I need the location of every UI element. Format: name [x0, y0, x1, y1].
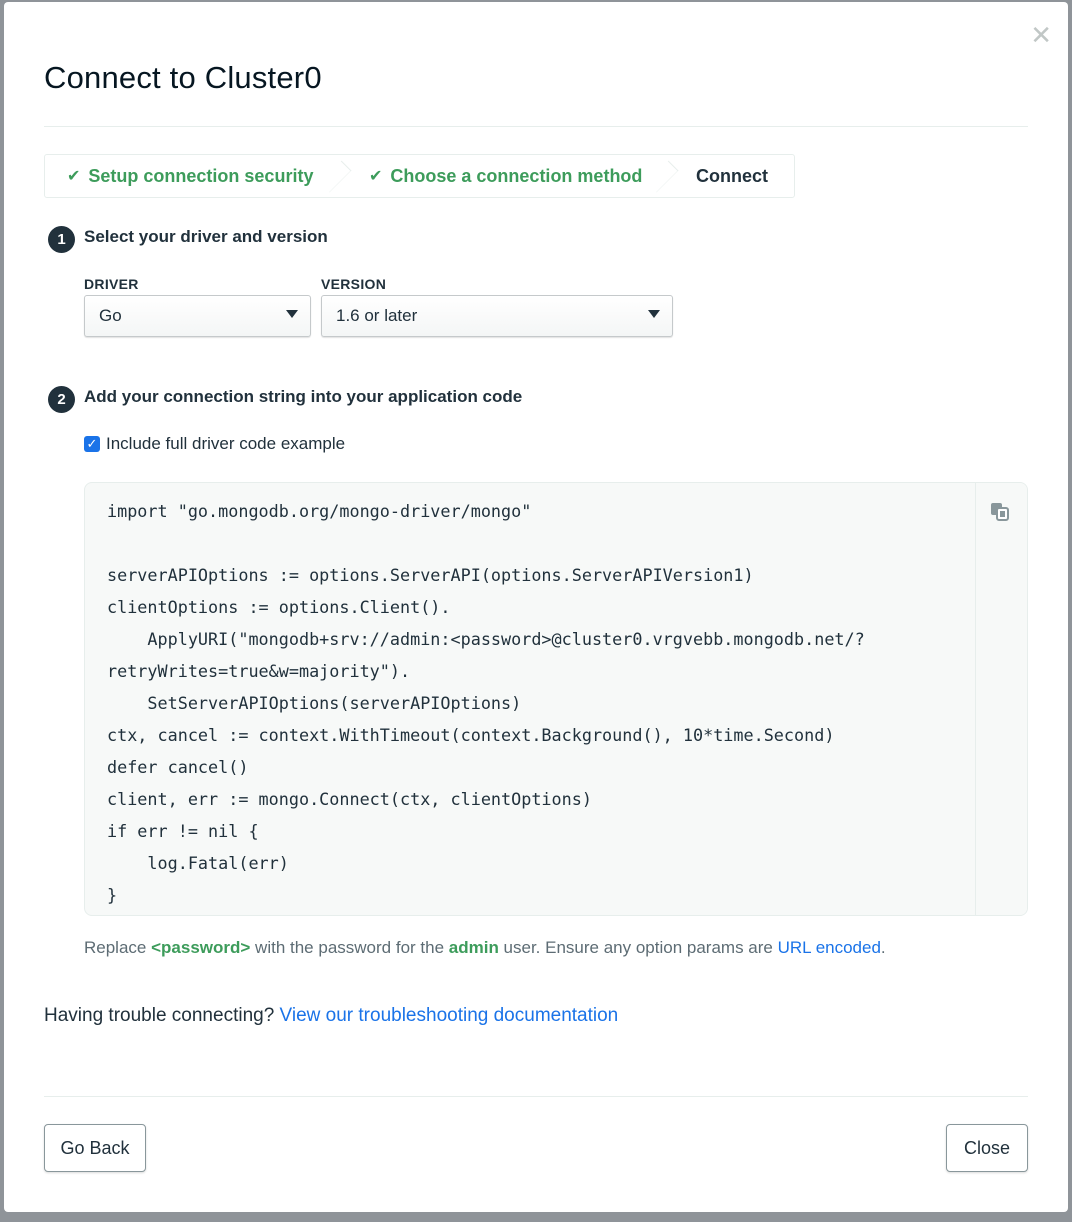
- dialog-title: Connect to Cluster0: [44, 60, 322, 95]
- wizard-step-label: Choose a connection method: [390, 165, 643, 186]
- divider: [44, 1096, 1028, 1097]
- divider: [44, 126, 1028, 127]
- code-toolbar: [975, 483, 1027, 915]
- section-title-driver: Select your driver and version: [84, 227, 328, 246]
- close-button[interactable]: Close: [946, 1124, 1028, 1172]
- version-label: VERSION: [321, 276, 387, 292]
- step-number-badge: 1: [48, 226, 75, 253]
- version-value: 1.6 or later: [336, 306, 418, 325]
- troubleshooting-row: [44, 1005, 618, 1027]
- check-icon: ✔: [67, 168, 81, 185]
- hint-text: with the password for the: [250, 938, 449, 957]
- code-block: [84, 482, 1028, 916]
- password-placeholder: <password>: [151, 938, 251, 957]
- wizard-step-method[interactable]: [343, 155, 670, 197]
- go-back-button[interactable]: Go Back: [44, 1124, 146, 1172]
- driver-value: Go: [99, 306, 122, 325]
- driver-label: DRIVER: [84, 276, 139, 292]
- hint-text: user. Ensure any option params are: [498, 938, 778, 957]
- wizard-steps: [44, 154, 795, 198]
- copy-icon[interactable]: [989, 501, 1011, 523]
- include-code-checkbox-row[interactable]: [84, 434, 345, 454]
- connect-dialog: [4, 2, 1068, 1212]
- section-title-connection-string: Add your connection string into your application code: [84, 387, 523, 406]
- close-icon[interactable]: ✕: [1030, 20, 1052, 50]
- trouble-text: Having trouble connecting?: [44, 1005, 280, 1026]
- username: admin: [448, 938, 499, 957]
- troubleshooting-link[interactable]: View our troubleshooting documentation: [279, 1005, 619, 1026]
- wizard-step-security[interactable]: [45, 155, 343, 197]
- password-hint: [84, 938, 886, 958]
- checkbox-label: Include full driver code example: [106, 434, 346, 453]
- hint-text: .: [880, 938, 886, 957]
- url-encoded-link[interactable]: URL encoded: [777, 938, 881, 957]
- include-code-checkbox[interactable]: ✓: [84, 436, 100, 452]
- driver-select[interactable]: [84, 295, 311, 337]
- version-select[interactable]: [321, 295, 673, 337]
- step-number-badge: 2: [48, 386, 75, 413]
- check-icon: ✔: [369, 168, 383, 185]
- code-text: import "go.mongodb.org/mongo-driver/mongo" serverAPIOptions := options.ServerAPI(options.ServerAPIVersion1) clientOptions := options.Client(). ApplyURI("mongodb+srv://admin:<password>@cluster0.vrgvebb.mongodb.net/? retryWrites=true&w=majority"). SetServerAPIOptions(serverAPIOptions) ctx, cancel := context.WithTimeout(context.Background(), 10*time.Second) defer cancel() client, err := mongo.Connect(ctx, clientOptions) if err != nil { log.Fatal(err) }: [107, 501, 865, 905]
- wizard-step-label: Connect: [696, 165, 768, 186]
- caret-down-icon: [286, 310, 298, 318]
- wizard-step-label: Setup connection security: [88, 165, 314, 186]
- caret-down-icon: [648, 310, 660, 318]
- wizard-step-connect: [670, 155, 794, 197]
- hint-text: Replace: [84, 938, 152, 957]
